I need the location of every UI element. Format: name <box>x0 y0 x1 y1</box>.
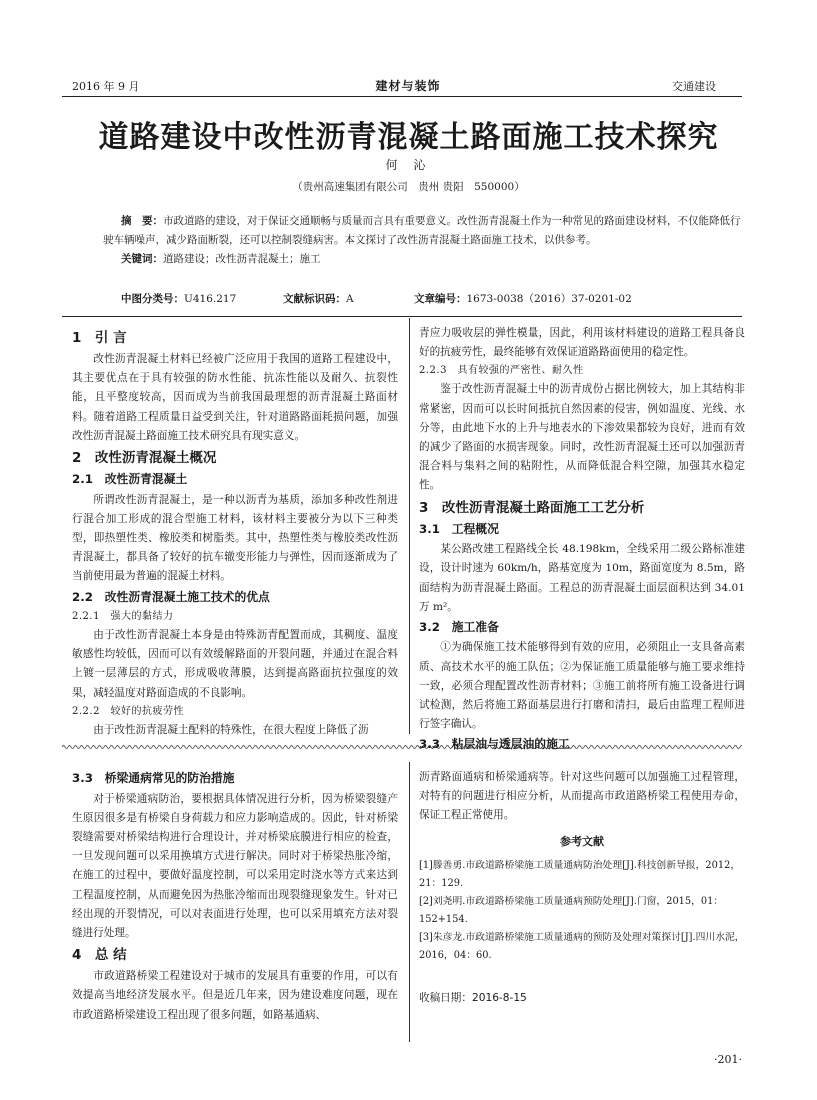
doc-code-value: A <box>346 293 354 305</box>
journal-name: 建材与装饰 <box>375 79 441 93</box>
abstract-text: 市政道路的建设，对于保证交通顺畅与质量而言具有重要意义。改性沥青混凝土作为一种常见的路面建设材料，不仅能降低行驶车辆噪声，减少路面断裂，还可以控制裂缝病害。本文探讨了改性沥青混凝土路面施工技术，以供参考。 <box>103 215 741 246</box>
article-author: 何 沁 <box>385 158 432 172</box>
upper-right-column <box>419 324 745 756</box>
body-paragraph: 由于改性沥青混凝土配料的特殊性，在很大程度上降低了沥 <box>93 723 369 736</box>
column-divider <box>409 318 410 734</box>
subsubsection-heading: 2.2.2 较好的抗疲劳性 <box>72 705 184 717</box>
reference-item: [3]朱彦龙.市政道路桥梁施工质量通病的预防及处理对策探讨[J].四川水泥，2016，04：60. <box>419 931 745 961</box>
body-paragraph: 由于改性沥青混凝土本身是由特殊沥青配置而成，其稠度、温度敏感性均较低，因而可以有效缓解路面的开裂问题，并通过在混合料上镀一层薄层的方式，形成吸收薄膜，达到提高路面抗拉强度的效果，减轻温度对路面造成的不良影响。 <box>72 629 398 699</box>
subsection-heading: 3.2 施工准备 <box>419 619 499 634</box>
document-code <box>283 291 354 306</box>
reference-item: [2]刘尧明.市政道路桥梁施工质量通病预防处理[J].门窗，2015，01：152+154. <box>419 895 724 925</box>
abstract-block <box>103 212 743 269</box>
doc-code-label: 文献标识码： <box>283 293 346 305</box>
abstract-label: 摘 要： <box>121 215 163 227</box>
article-no-value: 1673-0038（2016）37-0201-02 <box>466 293 632 305</box>
section-heading: 3 改性沥青混凝土路面施工工艺分析 <box>419 499 645 516</box>
body-paragraph: 所谓改性沥青混凝土，是一种以沥青为基质，添加多种改性剂进行混合加工形成的混合型施工材料，该材料主要被分为以下三种类型，即热塑性类、橡胶类和树脂类。其中，热塑性类与橡胶类改性沥青混凝土，都具备了较好的抗车辙变形能力与弹性，因而逐渐成为了当前使用最为普遍的混凝土材料。 <box>72 493 398 583</box>
lower-left-column <box>72 768 398 1025</box>
page-number: ·201· <box>714 1053 742 1066</box>
clc-label: 中图分类号： <box>121 293 184 305</box>
body-paragraph: 鉴于改性沥青混凝土中的沥青成份占据比例较大，加上其结构非常紧密，因而可以长时间抵抗自然因素的侵害，例如温度、光线、水分等，由此地下水的上升与地表水的下渗效果都较为良好，进而有效的减少了路面的水损害现象。同时，改性沥青混凝土还可以加强沥青混合料与集料之间的粘附性，从而降低混合料空隙，加强其水稳定性。 <box>419 383 745 492</box>
header-rule <box>62 96 742 97</box>
upper-left-column <box>72 326 398 740</box>
body-paragraph: 对于桥梁通病防治，要根据具体情况进行分析，因为桥梁裂缝产生原因很多是有桥梁自身荷载力和应力影响造成的。因此，针对桥梁裂缝需要对桥梁结构进行合理设计，并对桥梁底膜进行相应的检查，一旦发现问题可以采用换填方式进行解决。同时对于桥梁热胀冷缩，在施工的过程中，要做好温度控制，可以采用定时浇水等方式来达到工程温度控制，从而避免因为热胀冷缩而出现裂缝现象发生。针对已经出现的开裂情况，可以对表面进行处理，也可以采用填充方法对裂缝进行处理。 <box>72 792 398 939</box>
header-date: 2016 年 9 月 <box>72 80 140 93</box>
article-number <box>414 291 632 306</box>
header-column: 交通建设 <box>672 80 716 93</box>
subsection-heading: 3.3 桥梁通病常见的防治措施 <box>72 771 235 785</box>
lower-right-column <box>419 768 745 1008</box>
abstract-rule <box>62 316 742 317</box>
section-heading: 1 引 言 <box>72 330 127 346</box>
body-paragraph: ①为确保施工技术能够得到有效的应用，必须阻止一支具备高素质、高技术水平的施工队伍；②为保证施工质量能够与施工要求维持一致，必须合理配置改性沥青材料；③施工前将所有施工设备进行调试检测，然后将施工路面基层进行打磨和清扫，最后由监理工程师进行签字确认。 <box>419 641 745 731</box>
subsection-heading: 2.2 改性沥青混凝土施工技术的优点 <box>72 589 270 604</box>
subsection-heading: 3.3 粘层油与透层油的施工 <box>419 737 570 752</box>
keywords-text: 道路建设；改性沥青混凝土；施工 <box>163 253 321 265</box>
column-divider-lower <box>409 762 410 1042</box>
references-heading: 参考文献 <box>560 834 604 848</box>
body-paragraph: 改性沥青混凝土材料已经被广泛应用于我国的道路工程建设中，其主要优点在于具有较强的防水性能、抗冻性能以及耐久、抗裂性能，且平整度较高，因而成为当前我国最理想的沥青混凝土路面材料。随着道路工程质量日益受到关注，针对道路路面耗损问题，加强改性沥青混凝土路面施工技术研究具有现实意义。 <box>72 353 398 442</box>
body-paragraph: 青应力吸收层的弹性模量，因此，利用该材料建设的道路工程具备良好的抗疲劳性，最终能够有效保证道路路面使用的稳定性。 <box>419 327 745 359</box>
clc-code <box>121 291 236 306</box>
body-paragraph: 某公路改建工程路线全长 48.198km，全线采用二级公路标准建设，设计时速为 60km/h，路基宽度为 10m，路面宽度为 8.5m，路面结构为沥青混凝土路面。工程总的沥青混凝土面层面积达到 34.01 万 m²。 <box>419 543 745 613</box>
keywords-label: 关键词： <box>121 253 163 265</box>
keywords-line <box>103 250 743 269</box>
article-title: 道路建设中改性沥青混凝土路面施工技术探究 <box>98 120 719 155</box>
article-no-label: 文章编号： <box>414 293 467 305</box>
body-paragraph: 市政道路桥梁工程建设对于城市的发展具有重要的作用，可以有效提高当地经济发展水平。但是近几年来，因为建设难度问题，现在市政道路桥梁建设工程出现了很多问题，如路基通病、 <box>72 970 398 1021</box>
subsubsection-heading: 2.2.3 具有较强的严密性、耐久性 <box>419 365 584 377</box>
subsubsection-heading: 2.2.1 强大的黏结力 <box>72 611 174 623</box>
closing-paragraph: 沥青路面通病和桥梁通病等。针对这些问题可以加强施工过程管理，对特有的问题进行相应分析，从而提高市政道路桥梁工程使用寿命，保证工程正常使用。 <box>419 771 745 822</box>
article-affiliation: （贵州高速集团有限公司 贵州 贵阳 550000） <box>292 181 525 193</box>
reference-item: [1]滕善勇.市政道路桥梁施工质量通病防治处理[J].科技创新导报，2012，21：129. <box>419 859 741 889</box>
section-heading: 4 总 结 <box>72 947 127 964</box>
subsection-heading: 3.1 工程概况 <box>419 521 499 536</box>
section-heading: 2 改性沥青混凝土概况 <box>72 450 217 467</box>
wavy-separator <box>62 743 742 751</box>
received-date: 收稿日期：2016-8-15 <box>419 991 527 1004</box>
clc-value: U416.217 <box>184 293 237 305</box>
subsection-heading: 2.1 改性沥青混凝土 <box>72 472 188 487</box>
